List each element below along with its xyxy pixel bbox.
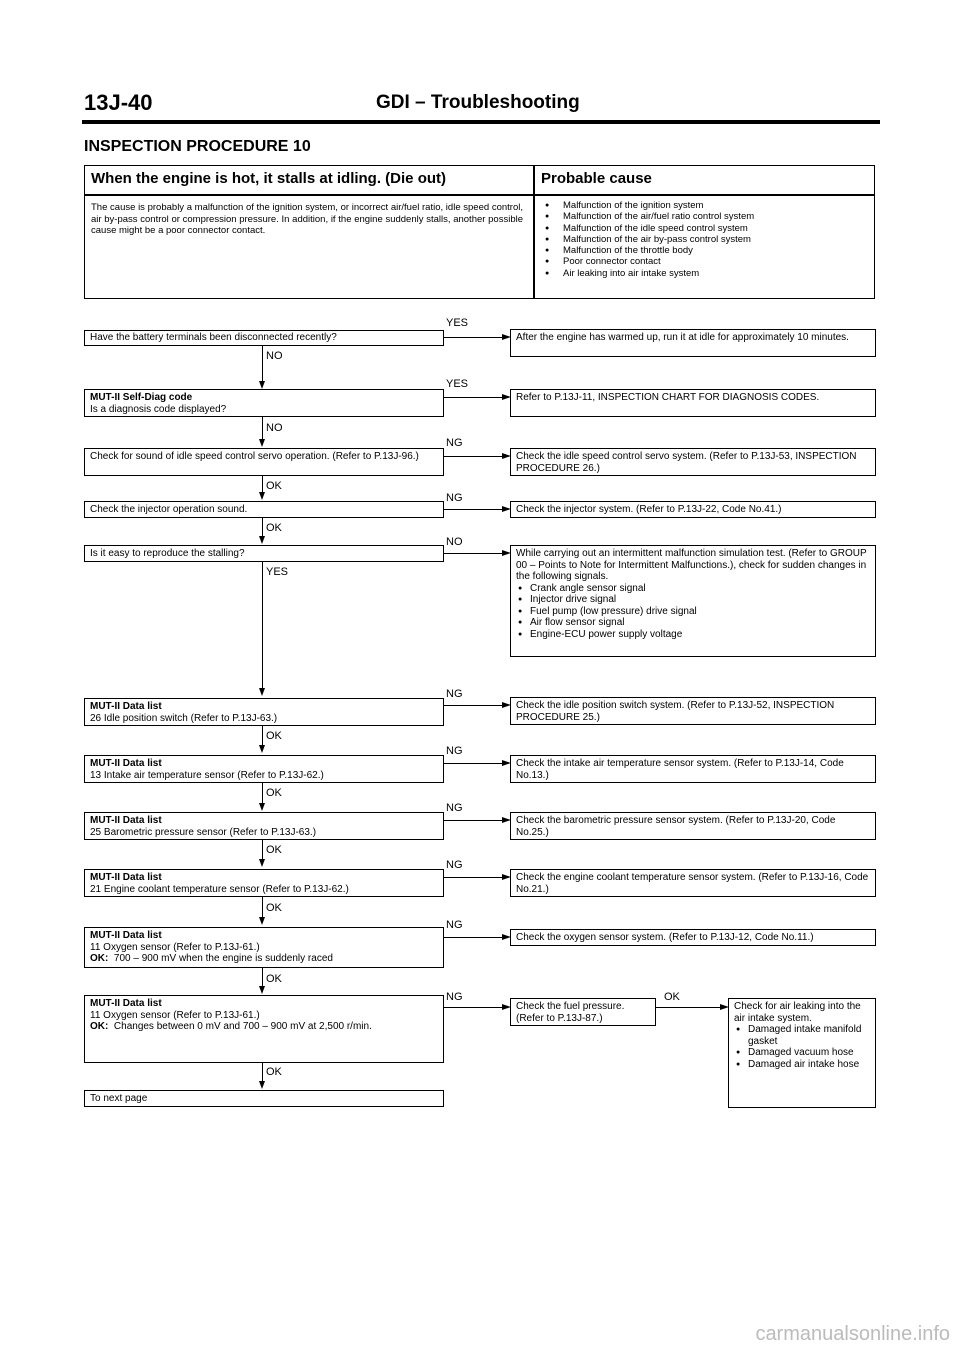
- page-title: GDI – Troubleshooting: [376, 92, 580, 113]
- step-title: MUT-II Data list: [90, 758, 162, 769]
- branch-label: OK: [266, 1066, 282, 1078]
- check-box-reproduce: [84, 545, 444, 562]
- result-box-barometric: [510, 812, 876, 840]
- connector-line: [444, 397, 504, 398]
- branch-label: NG: [446, 688, 463, 700]
- result-text: After the engine has warmed up, run it at idle for approximately 10 minutes.: [516, 332, 849, 343]
- arrow-down-icon: [259, 859, 265, 867]
- table-divider: [85, 194, 874, 196]
- ok-label: OK:: [90, 1021, 109, 1032]
- arrow-down-icon: [259, 536, 265, 544]
- step-text: To next page: [90, 1093, 148, 1104]
- step-text: Is it easy to reproduce the stalling?: [90, 548, 245, 559]
- branch-label: NG: [446, 991, 463, 1003]
- list-item: ● Damaged vacuum hose: [734, 1047, 870, 1059]
- signal-list: [516, 583, 870, 641]
- arrow-down-icon: [259, 492, 265, 500]
- connector-line: [444, 877, 504, 878]
- branch-label: YES: [446, 378, 469, 390]
- step-text: 26 Idle position switch (Refer to P.13J-63.): [90, 712, 278, 724]
- connector-line: [656, 1007, 722, 1008]
- check-box-oxygen-raced: [84, 927, 444, 968]
- step-text: 11 Oxygen sensor (Refer to P.13J-61.): [90, 941, 260, 953]
- connector-line: [444, 705, 504, 706]
- symptom-heading: When the engine is hot, it stalls at idling. (Die out): [91, 170, 447, 187]
- step-title: MUT-II Self-Diag code: [90, 392, 193, 403]
- branch-label: OK: [266, 973, 282, 985]
- branch-label: OK: [266, 787, 282, 799]
- check-box-isc-servo: [84, 448, 444, 476]
- list-item: ● Malfunction of the air/fuel ratio control system: [541, 211, 754, 222]
- result-box-air-leak: [728, 998, 876, 1108]
- arrow-down-icon: [259, 986, 265, 994]
- connector-line: [444, 763, 504, 764]
- list-item: ● Injector drive signal: [516, 594, 870, 606]
- result-text: Check the engine coolant temperature sensor system. (Refer to P.13J-16, Code No.21.): [516, 872, 869, 895]
- arrow-down-icon: [259, 745, 265, 753]
- result-text: Check for air leaking into the air intake system.: [734, 1001, 861, 1024]
- result-text: Refer to P.13J-11, INSPECTION CHART FOR DIAGNOSIS CODES.: [516, 392, 820, 403]
- branch-label: OK: [266, 730, 282, 742]
- connector-line: [444, 937, 504, 938]
- branch-label: NG: [446, 802, 463, 814]
- step-text: 25 Barometric pressure sensor (Refer to P.13J-63.): [90, 826, 317, 838]
- branch-label: NO: [266, 422, 283, 434]
- check-box-injector: [84, 501, 444, 518]
- ok-label: OK:: [90, 953, 109, 964]
- check-box-battery: [84, 330, 444, 346]
- step-text: 700 – 900 mV when the engine is suddenly raced: [113, 953, 333, 964]
- result-box-intermittent: [510, 545, 876, 657]
- connector-line: [444, 553, 504, 554]
- connector-line: [444, 820, 504, 821]
- connector-line: [262, 562, 263, 693]
- step-text: 21 Engine coolant temperature sensor (Refer to P.13J-62.): [90, 883, 349, 895]
- branch-label: OK: [266, 480, 282, 492]
- step-title: MUT-II Data list: [90, 930, 162, 941]
- result-box-injector-system: [510, 501, 876, 518]
- arrow-down-icon: [259, 803, 265, 811]
- step-text: Check for sound of idle speed control servo operation. (Refer to P.13J-96.): [90, 451, 419, 462]
- list-item: ● Malfunction of the throttle body: [541, 245, 754, 256]
- probable-cause-list: [541, 200, 754, 279]
- branch-label: NO: [266, 350, 283, 362]
- list-item: ● Fuel pump (low pressure) drive signal: [516, 606, 870, 618]
- check-box-self-diag: [84, 389, 444, 417]
- check-box-intake-air-temp: [84, 755, 444, 783]
- list-item: ● Malfunction of the air by-pass control system: [541, 234, 754, 245]
- connector-line: [444, 337, 504, 338]
- branch-label: NG: [446, 437, 463, 449]
- list-item: ● Air flow sensor signal: [516, 617, 870, 629]
- branch-label: NG: [446, 492, 463, 504]
- connector-line: [444, 509, 504, 510]
- branch-label: OK: [664, 991, 680, 1003]
- connector-line: [444, 456, 504, 457]
- branch-label: NG: [446, 859, 463, 871]
- result-text: Check the barometric pressure sensor system. (Refer to P.13J-20, Code No.25.): [516, 815, 836, 838]
- result-box-oxygen-sensor: [510, 929, 876, 946]
- check-box-coolant-temp: [84, 869, 444, 897]
- check-box-idle-position: [84, 698, 444, 726]
- result-text: While carrying out an intermittent malfunction simulation test. (Refer to GROUP 00 – Points to Note for Intermittent Malfunctions.), check for sudden changes in the following signals.: [516, 548, 867, 582]
- arrow-down-icon: [259, 917, 265, 925]
- branch-label: NO: [446, 536, 463, 548]
- result-text: Check the idle position switch system. (Refer to P.13J-52, INSPECTION PROCEDURE 25.): [516, 700, 835, 723]
- result-box-isc-system: [510, 448, 876, 476]
- page-number: 13J-40: [84, 90, 153, 115]
- arrow-down-icon: [259, 439, 265, 447]
- watermark: carmanualsonline.info: [755, 1323, 950, 1345]
- list-item: ● Air leaking into air intake system: [541, 268, 754, 279]
- branch-label: NG: [446, 919, 463, 931]
- arrow-down-icon: [259, 1081, 265, 1089]
- result-text: Check the intake air temperature sensor system. (Refer to P.13J-14, Code No.13.): [516, 758, 844, 781]
- arrow-down-icon: [259, 688, 265, 696]
- connector-line: [262, 346, 263, 386]
- result-box-fuel-pressure: [510, 998, 656, 1026]
- list-item: ● Damaged intake manifold gasket: [734, 1024, 870, 1047]
- arrow-down-icon: [259, 381, 265, 389]
- header-rule: [82, 120, 880, 124]
- result-text: Check the injector system. (Refer to P.13J-22, Code No.41.): [516, 504, 782, 515]
- branch-label: OK: [266, 902, 282, 914]
- air-leak-list: [734, 1024, 870, 1070]
- cause-description: The cause is probably a malfunction of the ignition system, or incorrect air/fuel ratio, idle speed control, air by-pass control or compression pressure. In addition, if the engine suddenly stalls, another possible cause might be a poor connector contact.: [91, 202, 523, 236]
- list-item: ● Poor connector contact: [541, 256, 754, 267]
- result-text: Check the fuel pressure. (Refer to P.13J-87.): [516, 1001, 625, 1024]
- step-text: Have the battery terminals been disconnected recently?: [90, 332, 337, 343]
- next-page-box: [84, 1090, 444, 1107]
- result-box-warmup: [510, 329, 876, 357]
- step-title: MUT-II Data list: [90, 815, 162, 826]
- table-divider: [533, 166, 535, 298]
- branch-label: OK: [266, 522, 282, 534]
- result-text: Check the idle speed control servo system. (Refer to P.13J-53, INSPECTION PROCEDURE 26.): [516, 451, 857, 474]
- step-text: 11 Oxygen sensor (Refer to P.13J-61.): [90, 1009, 260, 1021]
- step-text: 13 Intake air temperature sensor (Refer to P.13J-62.): [90, 769, 324, 781]
- check-box-oxygen-2500: [84, 995, 444, 1063]
- branch-label: NG: [446, 745, 463, 757]
- list-item: ● Engine-ECU power supply voltage: [516, 629, 870, 641]
- summary-table: [84, 165, 875, 299]
- list-item: ● Malfunction of the ignition system: [541, 200, 754, 211]
- result-box-coolant-temp: [510, 869, 876, 897]
- step-title: MUT-II Data list: [90, 998, 162, 1009]
- connector-line: [444, 1007, 504, 1008]
- list-item: ● Malfunction of the idle speed control system: [541, 223, 754, 234]
- branch-label: YES: [266, 566, 289, 578]
- result-box-intake-air-temp: [510, 755, 876, 783]
- check-box-barometric: [84, 812, 444, 840]
- branch-label: OK: [266, 844, 282, 856]
- result-box-idle-position: [510, 697, 876, 725]
- step-text: Changes between 0 mV and 700 – 900 mV at 2,500 r/min.: [113, 1021, 372, 1032]
- list-item: ● Crank angle sensor signal: [516, 583, 870, 595]
- step-text: Is a diagnosis code displayed?: [90, 403, 227, 415]
- list-item: ● Damaged air intake hose: [734, 1059, 870, 1071]
- step-title: MUT-II Data list: [90, 701, 162, 712]
- step-title: MUT-II Data list: [90, 872, 162, 883]
- probable-cause-heading: Probable cause: [541, 170, 652, 187]
- procedure-title: INSPECTION PROCEDURE 10: [84, 138, 311, 155]
- step-text: Check the injector operation sound.: [90, 504, 248, 515]
- result-text: Check the oxygen sensor system. (Refer to P.13J-12, Code No.11.): [516, 932, 814, 943]
- branch-label: YES: [446, 317, 469, 329]
- result-box-diag-codes: [510, 389, 876, 417]
